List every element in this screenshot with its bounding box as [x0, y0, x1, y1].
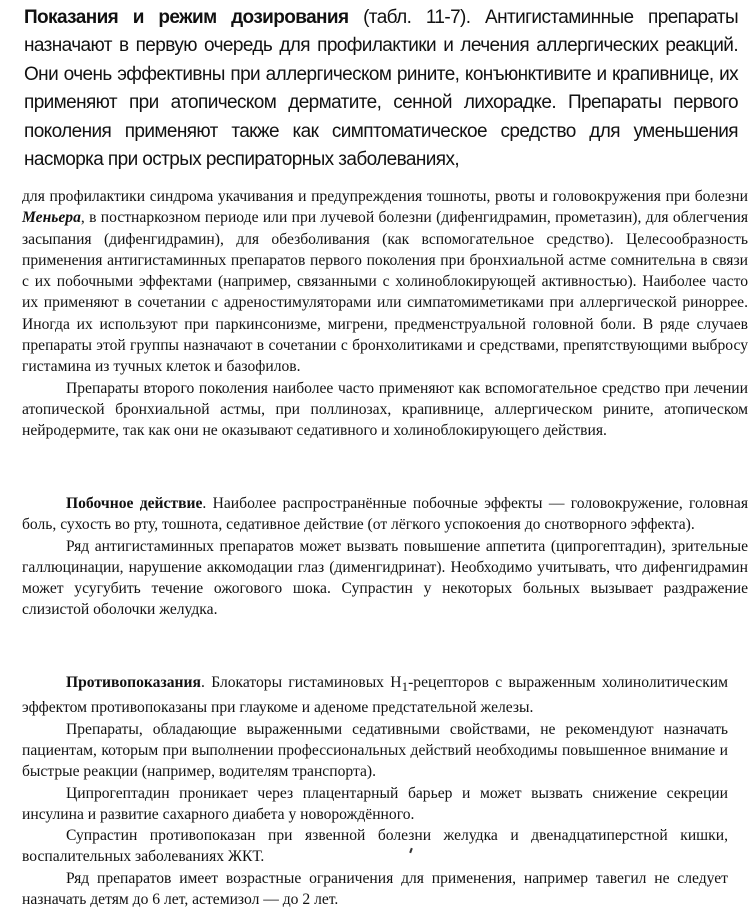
contraindications-paragraph: [22, 672, 728, 719]
contraindications-section: [22, 672, 728, 910]
age-restrictions-paragraph: Ряд препаратов имеет возрастные ограничения для применения, например тавегил не следует назначать детям до 6 лет, астемизол — до 2 лет.: [22, 869, 728, 909]
contraindications-heading: Противопоказания: [66, 674, 201, 691]
side-effects-paragraph: [22, 493, 748, 536]
indications-text-after: , в постнаркозном периоде или при лучевой болезни (дифенгидрамин, прометазин), для облегчения засыпания (дифенгидрамин), для обезболивания (как вспомогательное средство). Целесообразность применения антигистаминных препаратов первого поколения при бронхиальной астме сомнительна в связи с их побочными эффектами (например, связанными с холиноблокирующей активностью). Наиболее часто их применяют в сочетании с адреностимуляторами или симпатомиметиками при аллергической риноррее. Иногда их используют при паркинсонизме, мигрени, предменструальной головной боли. В ряде случаев препараты этой группы назначают в сочетании с бронхолитиками и средствами, препятствующими выбросу гистамина из тучных клеток и базофилов.: [22, 209, 748, 376]
h1-subscript: 1: [401, 679, 409, 695]
sedative-paragraph: Препараты, обладающие выраженными седативными свойствами, не рекомендуют назначать пациентам, которым при выполнении профессиональных действий необходимы повышенное внимание и быстрые реакции (например, водителям транспорта).: [22, 720, 728, 781]
side-effects-heading: Побочное действие: [66, 495, 203, 512]
intro-paragraph: [24, 4, 738, 174]
indications-heading: Показания и режим дозирования: [24, 7, 349, 28]
indications-continued: [22, 186, 748, 442]
meniere-emphasis: Меньера: [22, 209, 81, 227]
indications-intro: [24, 4, 738, 174]
indications-text-before: для профилактики синдрома укачивания и предупреждения тошноты, рвоты и головокружения при болезни: [22, 188, 748, 205]
intro-text: (табл. 11-7). Антигистаминные препараты назначают в первую очередь для профилактики и лечения аллергических реакций. Они очень эффективны при аллергическом рините, конъюнктивите и крапивнице, их применяют при атопическом дерматите, сенной лихорадке. Препараты первого поколения применяют также как симптоматическое средство для уменьшения насморка при острых респираторных заболеваниях,: [24, 7, 739, 171]
contraindications-text-before: . Блокаторы гистаминовых H: [200, 674, 402, 691]
second-generation-paragraph: Препараты второго поколения наиболее часто применяют как вспомогательное средство при лечении атопической бронхиальной астмы, при поллинозах, крапивнице, аллергическом рините, атопическом нейродермите, так как они не оказывают седативного и холиноблокирующего действия.: [22, 379, 748, 440]
cyproheptadine-paragraph: Ципрогептадин проникает через плацентарный барьер и может вызвать снижение секреции инсулина и развитие сахарного диабета у новорождённого.: [22, 784, 728, 823]
suprastin-paragraph: Супрастин противопоказан при язвенной болезни желудка и двенадцатиперстной кишки, воспалительных заболеваниях ЖКТ.: [22, 827, 728, 866]
indications-paragraph: [22, 186, 748, 378]
side-effects-paragraph-2: Ряд антигистаминных препаратов может вызвать повышение аппетита (ципрогептадин), зрительные галлюцинации, нарушение аккомодации глаз (дименгидринат). Необходимо учитывать, что дифенгидрамин может усугубить течение ожогового шока. Супрастин у некоторых больных вызывает раздражение слизистой оболочки желудка.: [22, 537, 748, 619]
side-effects-text: . Наиболее распространённые побочные эффекты — головокружение, головная боль, сухость во рту, тошнота, седативное действие (от лёгкого успокоения до снотворного эффекта).: [22, 495, 748, 534]
contraindications-text-after: -рецепторов с выраженным холинолитическим эффектом противопоказаны при глаукоме и аденоме предстательной железы.: [22, 674, 728, 717]
side-effects-section: [22, 493, 748, 621]
